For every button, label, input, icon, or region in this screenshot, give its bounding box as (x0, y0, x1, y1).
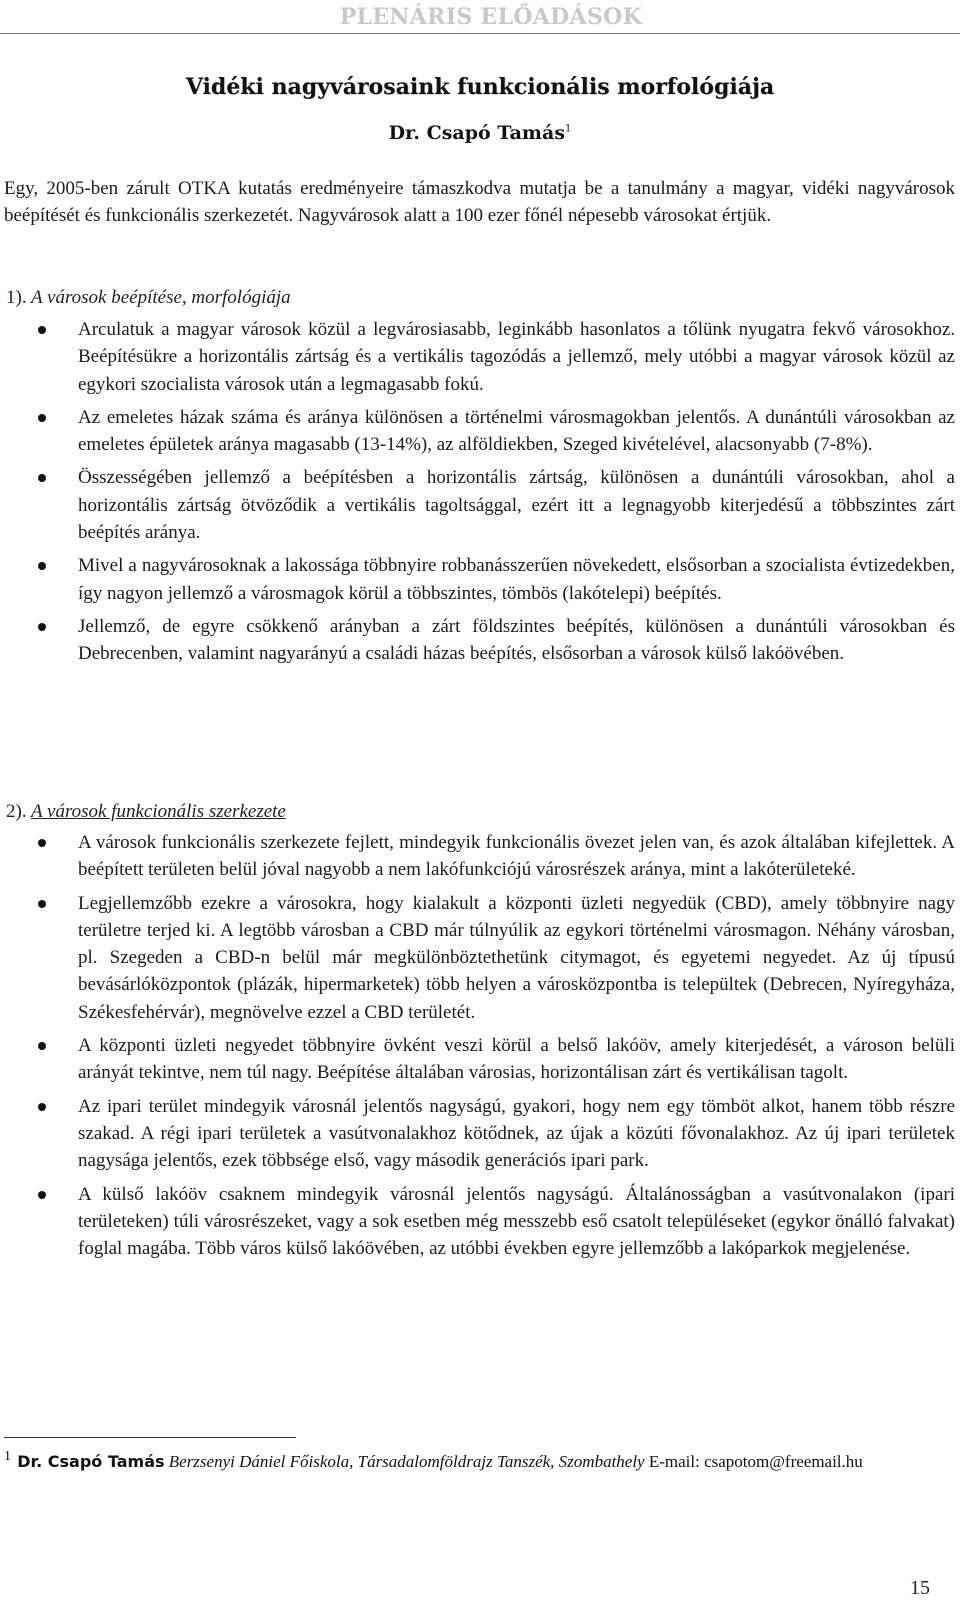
bullet-icon (38, 900, 46, 908)
bullet-icon (38, 1103, 46, 1111)
footnote (4, 1449, 954, 1472)
bullet-icon (38, 1042, 46, 1050)
section-1-list (0, 316, 960, 674)
footnote-institution: Berzsenyi Dániel Főiskola, Társadalomföldrajz Tanszék, Szombathely (168, 1452, 645, 1471)
footnote-mark: 1 (4, 1449, 11, 1464)
bullet-icon (38, 839, 46, 847)
list-item-text: Jellemző, de egyre csökkenő arányban a zárt földszintes beépítés, különösen a dunántúli városokban és Debrecenben, valamint nagyarányú a családi házas beépítés, elsősorban a városok külső lakóövében. (78, 615, 955, 665)
author-footnote-mark: 1 (565, 123, 572, 135)
list-item (0, 829, 955, 884)
list-item (0, 316, 955, 398)
list-item (0, 1181, 955, 1263)
article-title: Vidéki nagyvárosaink funkcionális morfológiája (185, 74, 775, 100)
footnote-email: csapotom@freemail.hu (704, 1452, 863, 1471)
section-2-number: 2). (6, 801, 27, 822)
article-author (0, 122, 960, 144)
running-header (0, 4, 960, 36)
section-2-heading (6, 801, 286, 823)
header-rule (0, 33, 960, 34)
section-2-list (0, 829, 960, 1268)
list-item (0, 613, 955, 668)
section-1-heading (6, 287, 291, 309)
list-item (0, 404, 955, 459)
list-item-text: Legjellemzőbb ezekre a városokra, hogy kialakult a központi üzleti negyedük (CBD), amely többnyire nagy területre terjed ki. A legtöbb városban a CBD már túlnyúlik az egykori történelmi városmagon. Néhány városban, pl. Szegeden a CBD-n belül már megkülönböztethetünk citymagot, és egyetemi negyedet. Az új típusú bevásárlóközpontok (plázák, hipermarketek) több helyen a városközpontba is települtek (Debrecen, Nyíregyháza, Székesfehérvár), megnövelve ezzel a CBD területét. (78, 892, 955, 1023)
list-item-text: A külső lakóöv csaknem mindegyik városnál jelentős nagyságú. Általánosságban a vasútvonalakon (ipari területeken) túli városrészeket, vagy a sok esetben még messzebb eső csatolt településeket (egykor önálló falvakat) foglal magába. Több város külső lakóövében, az utóbbi években egyre jellemzőbb a lakóparkok megjelenése. (78, 1183, 955, 1260)
footnote-email-label: E-mail: (648, 1452, 700, 1471)
bullet-icon (38, 562, 46, 570)
list-item-text: Az ipari terület mindegyik városnál jelentős nagyságú, gyakori, hogy nem egy tömböt alkot, hanem több részre szakad. A régi ipari területek a vasútvonalakhoz kötődnek, az újak a közúti fővonalakhoz. Az új ipari területek nagysága jelentős, ezek többsége első, vagy második generációs ipari park. (78, 1095, 955, 1172)
header-label: PLENÁRIS ELŐADÁSOK (339, 4, 642, 30)
footnote-rule (4, 1437, 296, 1438)
list-item (0, 552, 955, 607)
list-item (0, 1032, 955, 1087)
section-1-number: 1). (6, 287, 27, 308)
list-item-text: A városok funkcionális szerkezete fejlett, mindegyik funkcionális övezet jelen van, és azok általában kifejlettek. A beépített területen belül jóval nagyobb a nem lakófunkciójú városrészek aránya, mint a lakóterületeké. (78, 832, 955, 881)
bullet-icon (38, 1191, 46, 1199)
bullet-icon (38, 326, 46, 334)
list-item (0, 1093, 955, 1175)
list-item (0, 464, 955, 546)
intro-paragraph: Egy, 2005-ben zárult OTKA kutatás eredményeire támaszkodva mutatja be a tanulmány a magyar, vidéki nagyvárosok beépítését és funkcionális szerkezetét. Nagyvárosok alatt a 100 ezer főnél népesebb városokat értjük. (4, 178, 955, 227)
footnote-author: Dr. Csapó Tamás (17, 1452, 165, 1471)
bullet-icon (38, 623, 46, 631)
page-number: 15 (910, 1577, 930, 1599)
section-1-title: A városok beépítése, morfológiája (31, 287, 291, 308)
bullet-icon (38, 474, 46, 482)
list-item-text: Arculatuk a magyar városok közül a legvárosiasabb, leginkább hasonlatos a tőlünk nyugatra fekvő városokhoz. Beépítésükre a horizontális zártság és a vertikális tagozódás a jellemző, mely utóbbi a magyar városok közül az egykori szocialista városok után a legmagasabb fokú. (78, 319, 955, 395)
list-item-text: Összességében jellemző a beépítésben a horizontális zártság, különösen a dunántúli városokban, ahol a horizontális zártság ötvöződik a vertikális tagoltsággal, ezért itt a legnagyobb kiterjedésű a többszintes zárt beépítés aránya. (78, 467, 955, 544)
list-item-text: Az emeletes házak száma és aránya különösen a történelmi városmagokban jelentős. A dunántúli városokban az emeletes épületek aránya magasabb (13-14%), az alföldiekben, Szeged kivételével, alacsonyabb (7-8%). (78, 406, 955, 456)
list-item (0, 890, 955, 1026)
author-name: Dr. Csapó Tamás (388, 122, 566, 144)
list-item-text: Mivel a nagyvárosoknak a lakossága többnyire robbanásszerűen növekedett, elsősorban a szocialista évtizedekben, így nagyon jellemző a városmagok körül a többszintes, tömbös (lakótelepi) beépítés. (78, 555, 955, 604)
list-item-text: A központi üzleti negyedet többnyire övként veszi körül a belső lakóöv, amely kiterjedését, a városon belüli arányát tekintve, nem túl nagy. Beépítése általában városias, horizontálisan zárt és vertikálisan tagolt. (78, 1035, 955, 1084)
section-2-title: A városok funkcionális szerkezete (31, 801, 286, 822)
bullet-icon (38, 414, 46, 422)
